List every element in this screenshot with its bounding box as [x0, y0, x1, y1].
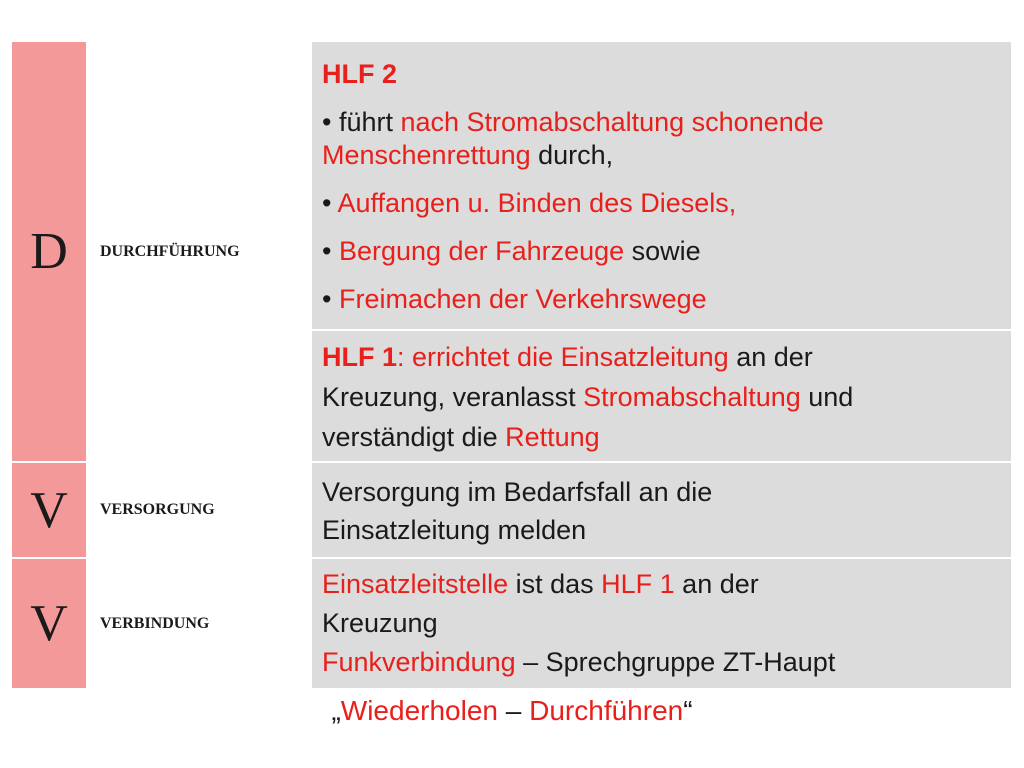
hlf2-b4-red: Freimachen der Verkehrswege [338, 284, 707, 314]
hlf2-b1-red: nach Stromabschaltung schonende [400, 107, 824, 137]
hlf2-b2-bullet: • [322, 188, 338, 218]
hlf2-bullet-1-cont [322, 137, 1005, 174]
hlf1-l2-suffix: und [800, 382, 854, 412]
letter-v-verbindung: V [12, 559, 86, 688]
hlf2-cell [312, 42, 1011, 329]
label-versorgung: VERSORGUNG [88, 463, 310, 557]
dvv-table [12, 42, 1011, 688]
hlf1-l1-red: : errichtet die Einsatzleitung [397, 342, 729, 372]
hlf2-b2-red: Auffangen u. Binden des Diesels, [337, 188, 737, 218]
hlf1-line-2 [322, 377, 1005, 417]
verbindung-l1-suffix: an der [674, 569, 759, 599]
caption-dash: – [497, 695, 530, 726]
hlf1-heading: HLF 1 [322, 342, 398, 372]
verbindung-l3-suffix: – Sprechgruppe ZT-Haupt [515, 647, 836, 677]
verbindung-l1-red: Einsatzleitstelle [322, 569, 509, 599]
versorgung-line-2: Einsatzleitung melden [322, 515, 587, 545]
hlf2-b1-suffix: durch, [530, 140, 614, 170]
hlf1-l2-prefix: Kreuzung, veranlasst [322, 382, 584, 412]
verbindung-line-3 [322, 642, 1005, 682]
label-durchfuehrung: DURCHFÜHRUNG [88, 42, 310, 461]
hlf1-l3-red: Rettung [505, 422, 600, 452]
verbindung-line-2: Kreuzung [322, 608, 438, 638]
hlf2-b4-bullet: • [322, 284, 339, 314]
caption-open-quote: „ [331, 695, 341, 726]
caption-durchfuehren: Durchführen [529, 695, 684, 726]
hlf2-bullet-4 [322, 281, 1005, 318]
verbindung-line-1 [322, 564, 1005, 604]
hlf1-cell [312, 331, 1011, 461]
verbindung-l1-red2: HLF 1 [601, 569, 675, 599]
hlf2-b1-red2: Menschenrettung [322, 140, 531, 170]
letter-v-versorgung: V [12, 463, 86, 557]
hlf1-line-1 [322, 337, 1005, 377]
hlf2-b3-bullet: • [322, 236, 339, 266]
hlf2-b3-red: Bergung der Fahrzeuge [338, 236, 625, 266]
hlf1-l1-suffix: an der [728, 342, 813, 372]
hlf2-b3-suffix: sowie [624, 236, 701, 266]
verbindung-l1-mid: ist das [508, 569, 602, 599]
verbindung-l3-red: Funkverbindung [322, 647, 516, 677]
caption-close-quote: “ [683, 695, 693, 726]
letter-d: D [12, 42, 86, 461]
verbindung-cell [312, 559, 1011, 688]
hlf2-bullet-3 [322, 233, 1005, 270]
hlf2-heading: HLF 2 [322, 59, 398, 89]
hlf2-bullet-2 [322, 185, 1005, 222]
versorgung-line-1: Versorgung im Bedarfsfall an die [322, 477, 713, 507]
versorgung-cell [312, 463, 1011, 557]
label-verbindung: VERBINDUNG [88, 559, 310, 688]
hlf1-line-3 [322, 417, 1005, 457]
slide-caption [0, 695, 1024, 727]
hlf1-l2-red: Stromabschaltung [583, 382, 801, 412]
hlf1-l3-prefix: verständigt die [322, 422, 506, 452]
hlf2-bullet-1 [322, 104, 1005, 141]
caption-wiederholen: Wiederholen [340, 695, 498, 726]
hlf2-b1-prefix: • führt [322, 107, 401, 137]
